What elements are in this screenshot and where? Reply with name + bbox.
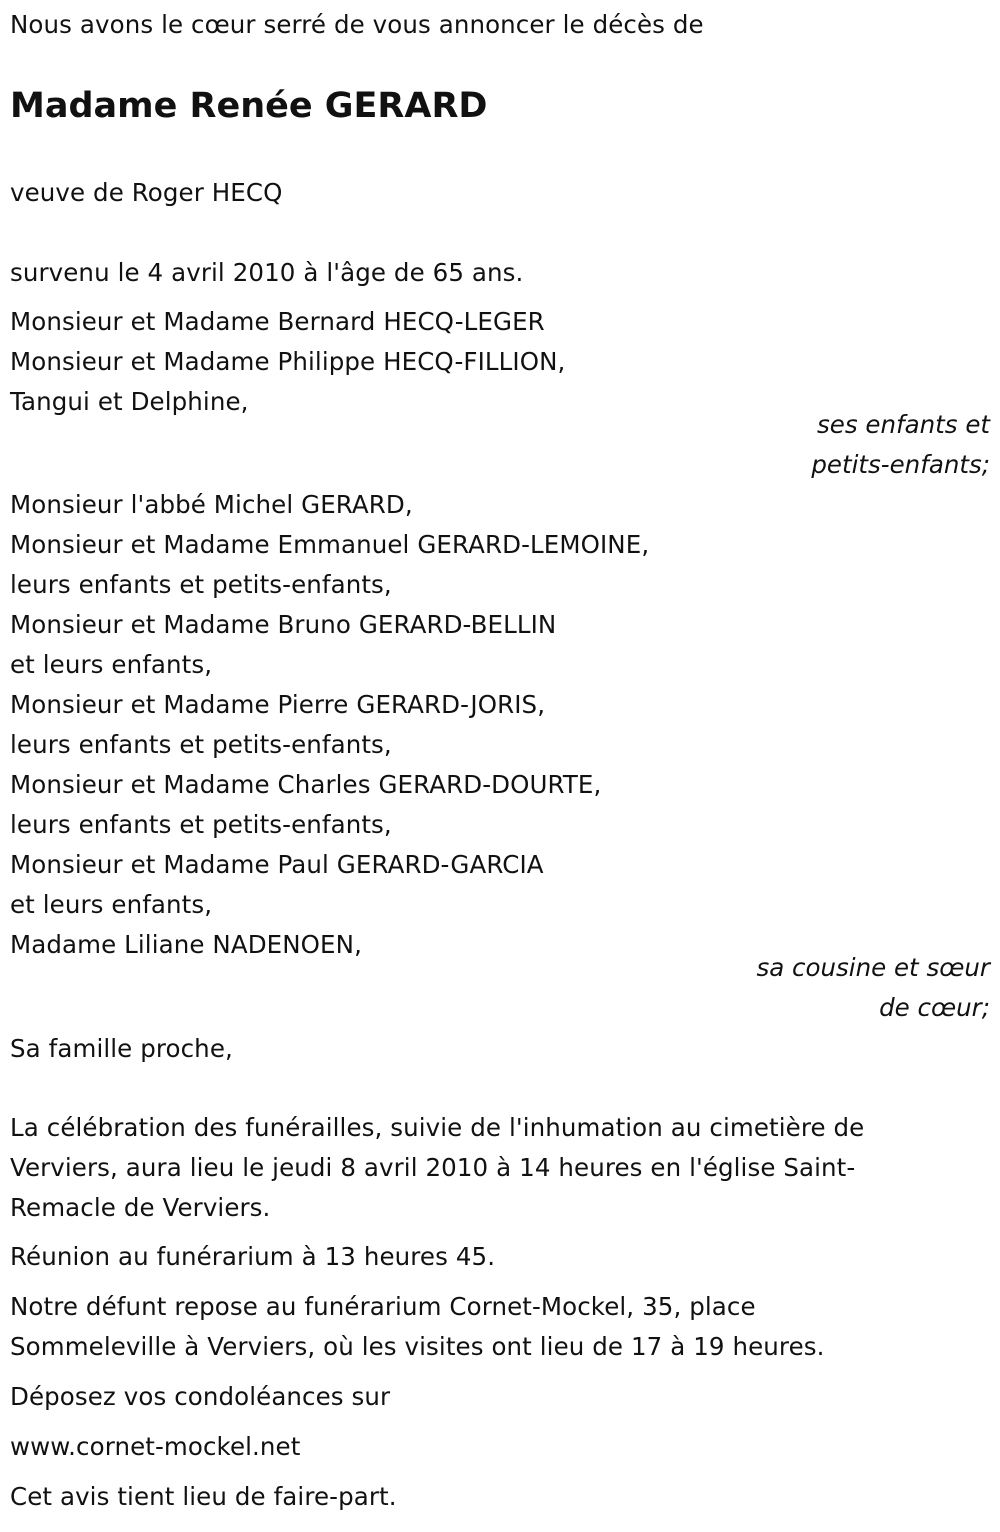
family-line: Monsieur et Madame Charles GERARD-DOURTE, <box>10 770 602 799</box>
funeral-line: Remacle de Verviers. <box>10 1193 271 1222</box>
meeting-text: Réunion au funérarium à 13 heures 45. <box>10 1242 496 1271</box>
funeral-line: La célébration des funérailles, suivie de l'inhumation au cimetière de <box>10 1113 865 1142</box>
family-line: Monsieur l'abbé Michel GERARD, <box>10 490 413 519</box>
closing-text: Cet avis tient lieu de faire-part. <box>10 1482 397 1511</box>
relation-text: petits-enfants; <box>811 450 990 479</box>
family-line: leurs enfants et petits-enfants, <box>10 810 392 839</box>
family-line: Monsieur et Madame Bernard HECQ-LEGER <box>10 307 545 336</box>
family-line: et leurs enfants, <box>10 890 213 919</box>
family-line: Monsieur et Madame Paul GERARD-GARCIA <box>10 850 544 879</box>
funeral-line: Verviers, aura lieu le jeudi 8 avril 2010 à 14 heures en l'église Saint- <box>10 1153 856 1182</box>
family-line: Madame Liliane NADENOEN, <box>10 930 362 959</box>
family-line: et leurs enfants, <box>10 650 213 679</box>
family-line: leurs enfants et petits-enfants, <box>10 570 392 599</box>
widow-of-text: veuve de Roger HECQ <box>10 178 283 207</box>
intro-text: Nous avons le cœur serré de vous annoncer le décès de <box>10 10 704 39</box>
condolences-label: Déposez vos condoléances sur <box>10 1382 391 1411</box>
close-family-text: Sa famille proche, <box>10 1034 233 1063</box>
deceased-name: Madame Renée GERARD <box>10 86 488 126</box>
family-line: leurs enfants et petits-enfants, <box>10 730 392 759</box>
relation-text: de cœur; <box>879 993 990 1022</box>
rest-line: Notre défunt repose au funérarium Cornet-Mockel, 35, place <box>10 1292 756 1321</box>
rest-line: Sommeleville à Verviers, où les visites ont lieu de 17 à 19 heures. <box>10 1332 825 1361</box>
family-line: Monsieur et Madame Philippe HECQ-FILLION, <box>10 347 566 376</box>
family-line: Monsieur et Madame Bruno GERARD-BELLIN <box>10 610 557 639</box>
family-line: Monsieur et Madame Emmanuel GERARD-LEMOINE, <box>10 530 650 559</box>
website-link[interactable]: www.cornet-mockel.net <box>10 1432 301 1461</box>
relation-text: sa cousine et sœur <box>756 953 990 982</box>
death-date-text: survenu le 4 avril 2010 à l'âge de 65 ans. <box>10 258 524 287</box>
family-line: Tangui et Delphine, <box>10 387 249 416</box>
relation-text: ses enfants et <box>817 410 990 439</box>
family-line: Monsieur et Madame Pierre GERARD-JORIS, <box>10 690 546 719</box>
